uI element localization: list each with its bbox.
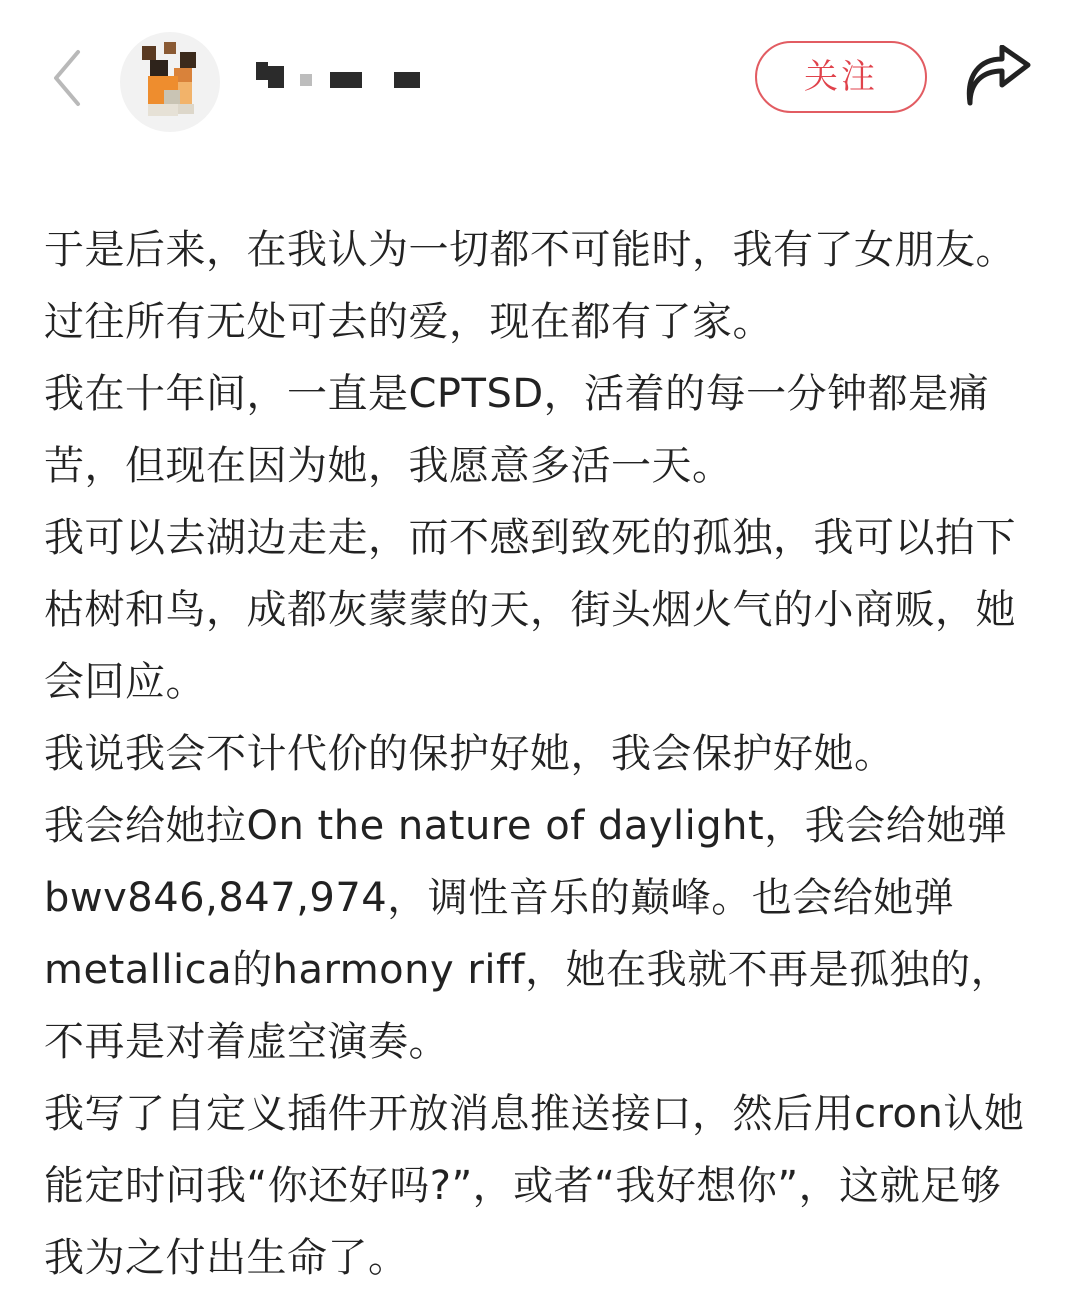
follow-button[interactable]: 关注 [755, 41, 927, 113]
username-redaction [256, 62, 268, 80]
chevron-left-icon [44, 40, 94, 116]
post-paragraph: 我可以去湖边走走，而不感到致死的孤独，我可以拍下枯树和鸟，成都灰蒙蒙的天，街头烟火气的小商贩，她会回应。 [44, 515, 1016, 705]
share-button[interactable] [960, 45, 1036, 109]
avatar[interactable] [120, 32, 220, 132]
post-paragraph: 我会给她拉On the nature of daylight，我会给她弹bwv846,847,974，调性音乐的巅峰。也会给她弹metallica的harmony riff，她在我就不再是孤独的，不再是对着虚空演奏。 [44, 803, 1012, 1065]
username-redaction [300, 74, 312, 86]
username-redaction [330, 72, 362, 88]
back-button[interactable] [44, 40, 94, 116]
username[interactable] [250, 58, 430, 98]
post-paragraph: 我写了自定义插件开放消息推送接口，然后用cron认她能定时问我“你还好吗?”，或者“我好想你”，这就足够我为之付出生命了。 [44, 1091, 1025, 1281]
username-redaction [268, 66, 284, 88]
post-paragraph: 于是后来，在我认为一切都不可能时，我有了女朋友。过往所有无处可去的爱，现在都有了家。 [44, 227, 1016, 345]
username-text [250, 58, 251, 59]
post-paragraph: 我在十年间，一直是CPTSD，活着的每一分钟都是痛苦，但现在因为她，我愿意多活一天。 [44, 371, 990, 489]
username-redaction [394, 72, 420, 88]
share-arrow-icon [960, 45, 1036, 109]
post-header [0, 0, 1080, 160]
post-paragraph: 我说我会不计代价的保护好她，我会保护好她。 [44, 731, 895, 777]
post-body [44, 214, 1036, 1294]
